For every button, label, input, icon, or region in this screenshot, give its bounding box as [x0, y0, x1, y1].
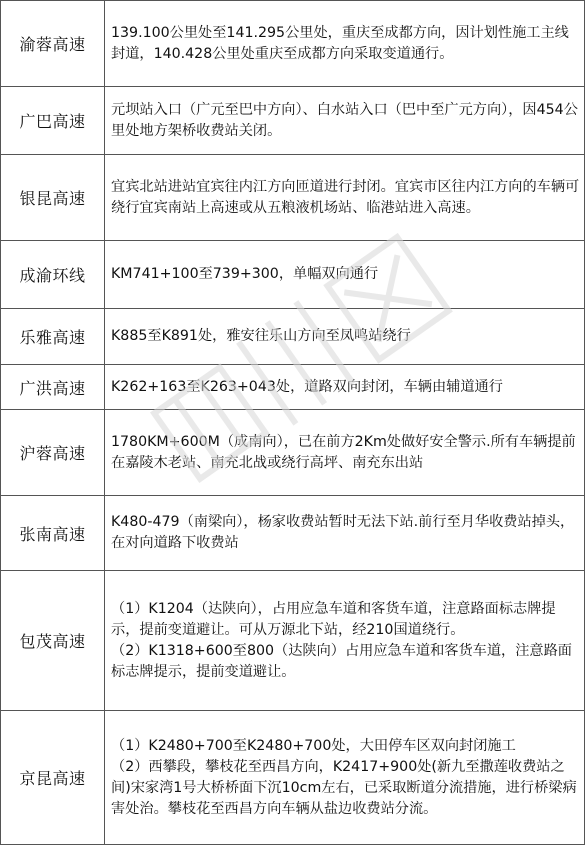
detail-text: （1）K2480+700至K2480+700处，大田停车区双向封闭施工 — [111, 737, 516, 754]
table-row — [1, 87, 585, 155]
road-name-cell: 乐雅高速 — [1, 309, 105, 365]
road-detail-cell — [105, 87, 585, 155]
road-detail-cell — [105, 309, 585, 365]
detail-text: K480-479（南梁向），杨家收费站暂时无法下站.前行至月华收费站掉头，在对向道路下收费站 — [111, 514, 575, 551]
detail-text: KM741+100至739+300，单幅双向通行 — [111, 266, 379, 282]
detail-text: 1780KM+600M（成南向），已在前方2Km处做好安全警示.所有车辆提前在嘉陵木老站、南充北战或绕行高坪、南充东出站 — [111, 433, 576, 471]
detail-text: （2）西攀段，攀枝花至西昌方向，K2417+900处(新九至撒莲收费站之间)宋家湾1号大桥桥面下沉10cm左右，已采取断道分流措施，进行桥梁病害处治。攀枝花至西昌方向车辆从盐边收费站分流。 — [111, 758, 577, 817]
road-name-cell: 渝蓉高速 — [1, 1, 105, 87]
table-row — [1, 241, 585, 309]
table-row — [1, 711, 585, 845]
table-row — [1, 155, 585, 241]
table-row — [1, 410, 585, 496]
road-name-cell: 张南高速 — [1, 496, 105, 571]
table-row — [1, 309, 585, 365]
road-detail-cell — [105, 241, 585, 309]
road-name-cell: 广洪高速 — [1, 365, 105, 410]
road-detail-cell — [105, 365, 585, 410]
road-name-cell: 京昆高速 — [1, 711, 105, 845]
road-name-cell: 包茂高速 — [1, 571, 105, 711]
road-detail-cell — [105, 711, 585, 845]
table-row — [1, 571, 585, 711]
detail-text: 元坝站入口（广元至巴中方向）、白水站入口（巴中至广元方向），因454公里处地方架桥收费站关闭。 — [111, 101, 578, 139]
road-name-cell: 广巴高速 — [1, 87, 105, 155]
detail-text: （2）K1318+600至800（达陕向）占用应急车道和客货车道，注意路面标志牌提示，提前变道避让。 — [111, 642, 572, 680]
table-row — [1, 496, 585, 571]
detail-text: K262+163至K263+043处，道路双向封闭，车辆由辅道通行 — [111, 378, 503, 395]
detail-text: （1）K1204（达陕向），占用应急车道和客货车道，注意路面标志牌提示，提前变道避让。可从万源北下站，经210国道绕行。 — [111, 600, 556, 638]
road-name-cell: 成渝环线 — [1, 241, 105, 309]
table-row — [1, 1, 585, 87]
detail-text: 宜宾北站进站宜宾往内江方向匝道进行封闭。宜宾市区往内江方向的车辆可绕行宜宾南站上高速或从五粮液机场站、临港站进入高速。 — [111, 178, 580, 216]
road-name-cell: 银昆高速 — [1, 155, 105, 241]
road-detail-cell — [105, 571, 585, 711]
road-detail-cell — [105, 410, 585, 496]
detail-text: 139.100公里处至141.295公里处，重庆至成都方向，因计划性施工主线封道，140.428公里处重庆至成都方向采取变道通行。 — [111, 24, 569, 62]
road-name-cell: 沪蓉高速 — [1, 410, 105, 496]
road-detail-cell — [105, 496, 585, 571]
road-detail-cell — [105, 1, 585, 87]
road-detail-cell — [105, 155, 585, 241]
table-row — [1, 365, 585, 410]
detail-text: K885至K891处，雅安往乐山方向至凤鸣站绕行 — [111, 328, 411, 344]
